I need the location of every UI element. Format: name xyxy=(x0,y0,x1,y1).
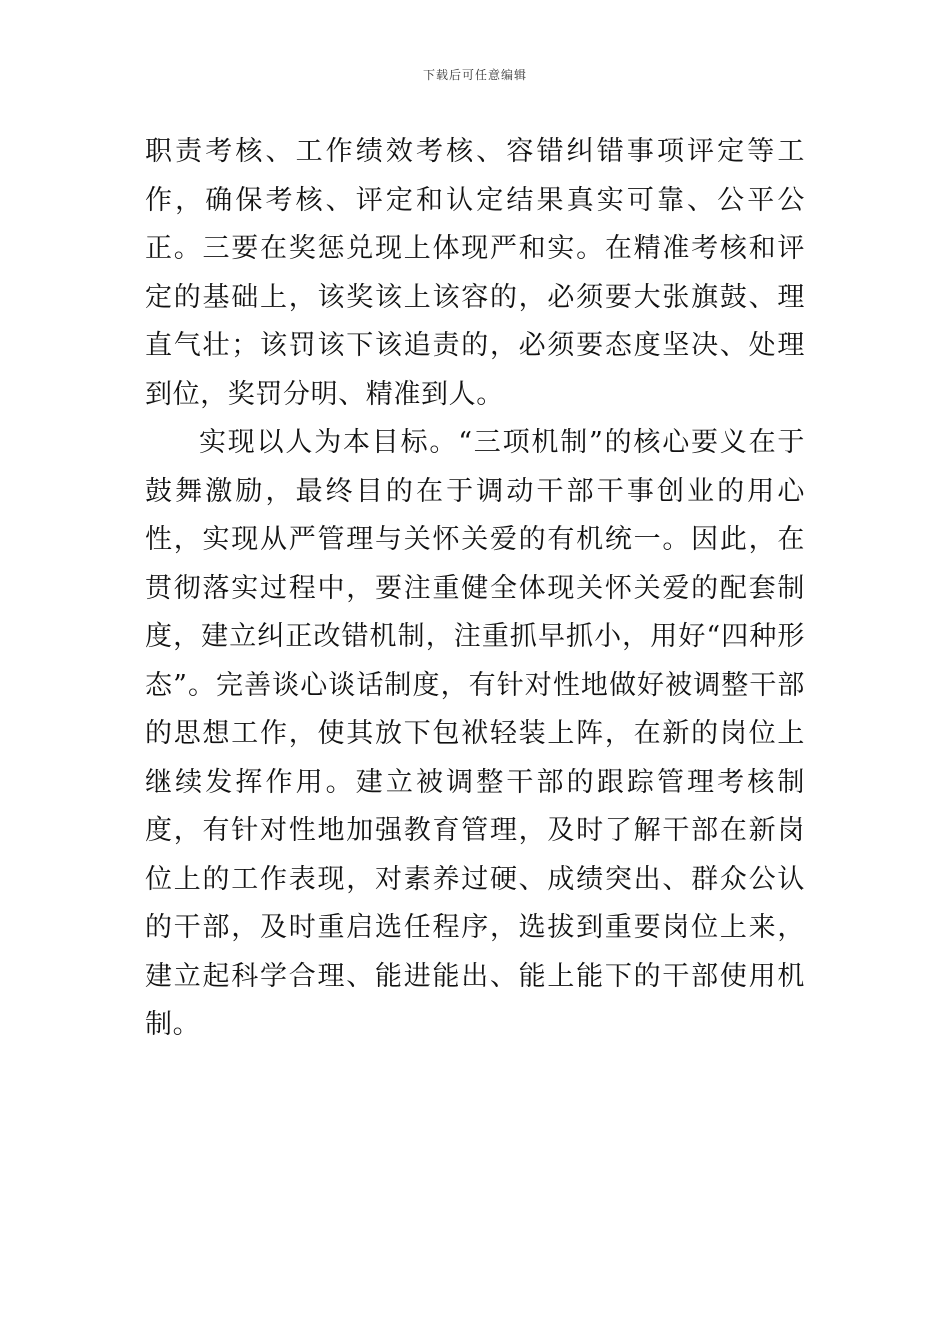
page-header-note: 下载后可任意编辑 xyxy=(422,68,527,82)
paragraph-people-oriented-goal: 实现以人为本目标。“三项机制”的核心要义在于鼓舞激励，最终目的在于调动干部干事创业的用心性，实现从严管理与关怀关爱的有机统一。因此，在贯彻落实过程中，要注重健全体现关怀关爱的配套制度，建立纠正改错机制，注重抓早抓小，用好“四种形态”。完善谈心谈话制度，有针对性地做好被调整干部的思想工作，使其放下包袱轻装上阵，在新的岗位上继续发挥作用。建立被调整干部的跟踪管理考核制度，有针对性地加强教育管理，及时了解干部在新岗位上的工作表现，对素养过硬、成绩突出、群众公认的干部，及时重启选任程序，选拔到重要岗位上来，建立起科学合理、能进能出、能上能下的干部使用机制。 xyxy=(145,427,805,1040)
paragraph-continued: 职责考核、工作绩效考核、容错纠错事项评定等工作，确保考核、评定和认定结果真实可靠、公平公正。三要在奖惩兑现上体现严和实。在精准考核和评定的基础上，该奖该上该容的，必须要大张旗鼓、理直气壮；该罚该下该追责的，必须要态度坚决、处理到位，奖罚分明、精准到人。 xyxy=(145,136,805,410)
document-body xyxy=(145,128,805,1050)
